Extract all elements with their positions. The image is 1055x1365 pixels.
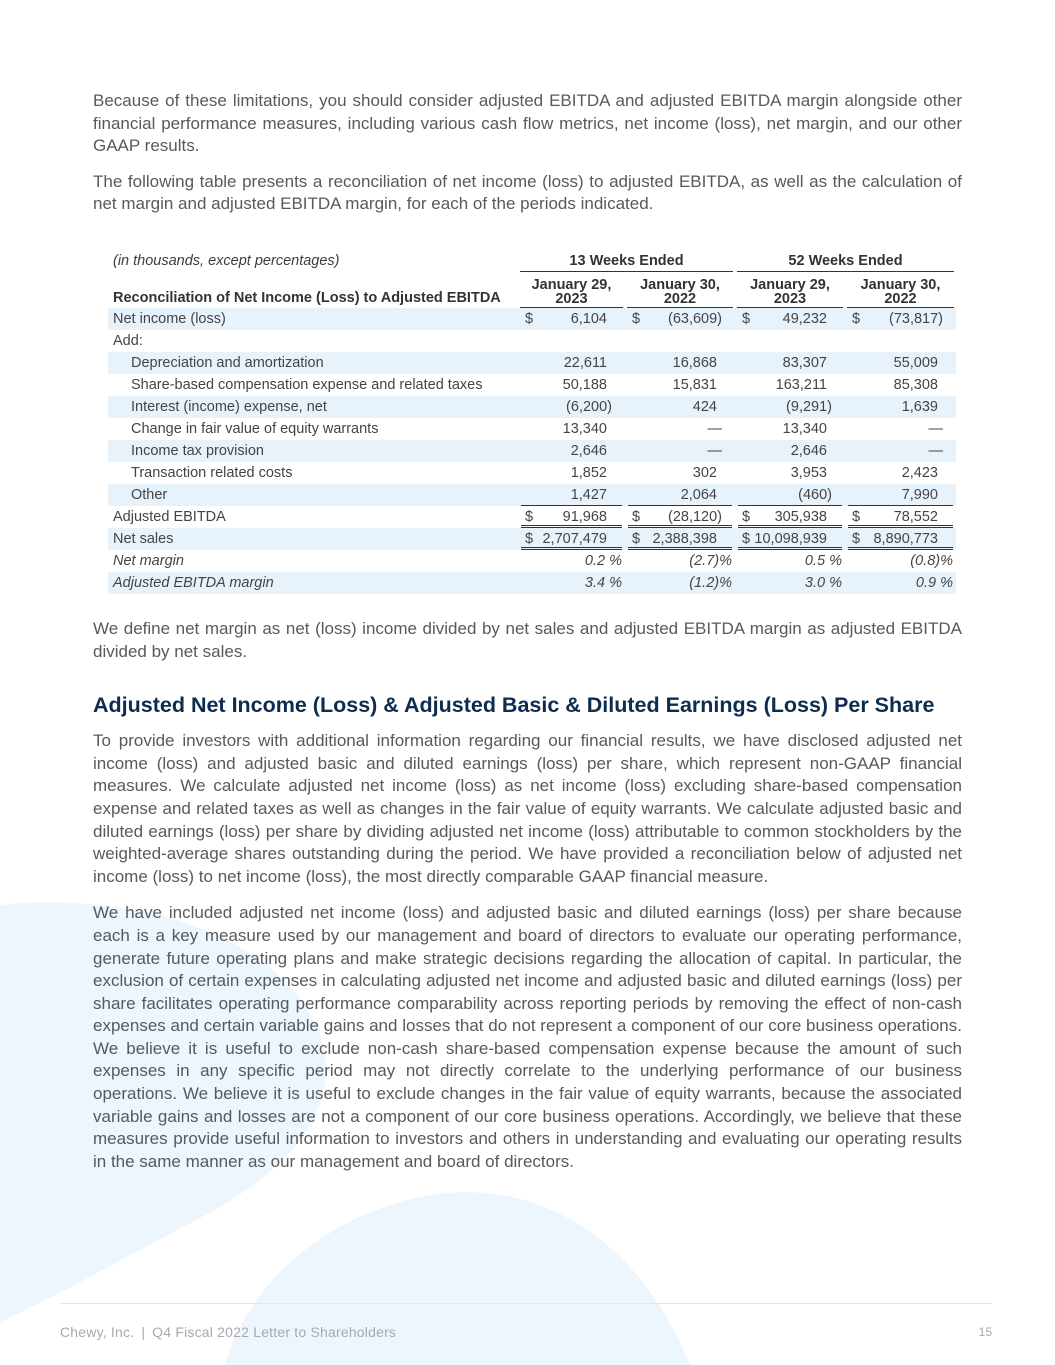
value-cell <box>518 418 625 440</box>
cell-value: 49,232 <box>782 310 827 327</box>
value-cell <box>735 352 845 374</box>
cell-value: 0.9 % <box>915 574 953 591</box>
value-cell <box>518 528 625 550</box>
value-cell <box>735 330 845 352</box>
cell-value: (6,200) <box>566 398 612 415</box>
cell-value: 3.4 % <box>584 574 622 591</box>
cell-value: — <box>707 442 722 459</box>
value-cell <box>625 484 735 506</box>
value-cell <box>735 462 845 484</box>
table-row <box>108 462 956 484</box>
value-cell <box>518 440 625 462</box>
cell-value: 2,064 <box>680 486 717 503</box>
column-header <box>627 278 733 308</box>
value-cell <box>518 506 625 528</box>
value-cell <box>518 308 625 330</box>
group-header-13-weeks: 13 Weeks Ended <box>520 252 733 272</box>
footer-company: Chewy, Inc. <box>60 1324 135 1340</box>
cell-value: 16,868 <box>672 354 717 371</box>
column-header-date: January 30, <box>860 276 941 293</box>
table-group-header-row <box>108 252 956 272</box>
cell-value: 22,611 <box>563 354 607 371</box>
footer-separator: | <box>141 1324 146 1340</box>
content-column <box>93 90 962 1173</box>
currency-symbol: $ <box>525 310 534 327</box>
value-cell <box>625 330 735 352</box>
row-label: Adjusted EBITDA <box>113 508 226 525</box>
cell-value: 0.2 % <box>584 552 622 569</box>
table-row <box>108 440 956 462</box>
cell-value: 13,340 <box>782 420 827 437</box>
value-cell <box>735 484 845 506</box>
cell-value: (9,291) <box>786 398 832 415</box>
page-number: 15 <box>978 1325 992 1339</box>
table-row <box>108 374 956 396</box>
cell-value: 2,707,479 <box>542 530 607 547</box>
value-cell <box>625 506 735 528</box>
currency-symbol: $ <box>852 310 861 327</box>
paragraph-table-intro: The following table presents a reconciliation of net income (loss) to adjusted EBITDA, as well as the calculation of net margin and adjusted EBITDA margin, for each of the periods indicated. <box>93 171 962 214</box>
table-row <box>108 352 956 374</box>
column-header-date: January 29, <box>531 276 612 293</box>
value-cell <box>845 506 956 528</box>
value-cell <box>845 572 956 594</box>
paragraph-rationale: We have included adjusted net income (loss) and adjusted basic and diluted earnings (loss) per share because each is a key measure used by our management and board of directors to evaluate our operating performance, generate future operating plans and make strategic decisions regarding the allocation of capital. In particular, the exclusion of certain expenses in calculating adjusted net income and adjusted basic and diluted earnings (loss) per share facilitates operating performance comparability across reporting periods by removing the effect of non-cash expenses and certain variable gains and losses that do not represent a component of our core business operations. We believe it is useful to exclude non-cash share-based compensation expense because the amount of such expenses in any specific period may not directly correlate to the underlying performance of our business operations. We believe it is useful to exclude changes in the fair value of equity warrants, because the associated variable gains and losses are not a component of our core business operations. Accordingly, we believe that these measures provide useful information to investors and others in understanding and evaluating our operating results in the same manner as our management and board of directors. <box>93 903 962 1171</box>
value-cell <box>735 506 845 528</box>
reconciliation-table <box>108 252 956 594</box>
cell-value: 302 <box>692 464 717 481</box>
value-cell <box>735 550 845 572</box>
cell-value: (73,817) <box>888 310 943 327</box>
value-cell <box>518 374 625 396</box>
value-cell <box>735 418 845 440</box>
table-row <box>108 484 956 506</box>
cell-value: (460) <box>798 486 832 503</box>
cell-value: 2,423 <box>901 464 938 481</box>
currency-symbol: $ <box>632 530 641 547</box>
row-label: Add: <box>113 332 143 349</box>
cell-value: 0.5 % <box>804 552 842 569</box>
cell-value: 6,104 <box>570 310 607 327</box>
column-header-year: 2022 <box>884 290 917 307</box>
cell-value: 78,552 <box>893 508 938 525</box>
table-row <box>108 418 956 440</box>
value-cell <box>625 550 735 572</box>
cell-value: — <box>928 442 943 459</box>
cell-value: 1,852 <box>570 464 607 481</box>
cell-value: 1,427 <box>570 486 607 503</box>
units-note: (in thousands, except percentages) <box>113 252 340 269</box>
value-cell <box>735 308 845 330</box>
value-cell <box>845 396 956 418</box>
row-label: Depreciation and amortization <box>131 354 324 371</box>
table-row <box>108 550 956 572</box>
cell-value: 2,646 <box>570 442 607 459</box>
cell-value: 85,308 <box>893 376 938 393</box>
cell-value: (0.8)% <box>910 552 953 569</box>
cell-value: 3.0 % <box>804 574 842 591</box>
value-cell <box>625 440 735 462</box>
value-cell <box>625 308 735 330</box>
row-label: Net sales <box>113 530 174 547</box>
column-header <box>520 278 623 308</box>
cell-value: 91,968 <box>562 508 607 525</box>
currency-symbol: $ <box>852 508 861 525</box>
value-cell <box>845 308 956 330</box>
value-cell <box>845 330 956 352</box>
row-label: Net income (loss) <box>113 310 226 327</box>
table-row <box>108 528 956 550</box>
cell-value: 305,938 <box>774 508 827 525</box>
value-cell <box>518 550 625 572</box>
currency-symbol: $ <box>742 508 751 525</box>
row-label: Interest (income) expense, net <box>131 398 327 415</box>
column-header-year: 2023 <box>555 290 588 307</box>
value-cell <box>845 374 956 396</box>
currency-symbol: $ <box>525 508 534 525</box>
value-cell <box>735 572 845 594</box>
cell-value: (63,609) <box>667 310 722 327</box>
row-label: Change in fair value of equity warrants <box>131 420 379 437</box>
footer <box>60 1323 396 1341</box>
value-cell <box>518 484 625 506</box>
paragraph-adjusted-net-income: To provide investors with additional information regarding our financial results, we have disclosed adjusted net income (loss) and adjusted basic and diluted earnings (loss) per share, which represent non-GAAP financial measures. We calculate adjusted net income (loss) as net income (loss) excluding share-based compensation expense and related taxes as well as changes in the fair value of equity warrants. We calculate adjusted basic and diluted earnings (loss) per share by dividing adjusted net income (loss) attributable to common stockholders by the weighted-average shares outstanding during the period. We have provided a reconciliation below of adjusted net income (loss) to net income (loss), the most directly comparable GAAP financial measure. <box>93 731 962 886</box>
cell-value: 163,211 <box>775 376 827 393</box>
row-label: Net margin <box>113 552 184 569</box>
group-header-52-weeks: 52 Weeks Ended <box>737 252 954 272</box>
cell-value: (2.7)% <box>689 552 732 569</box>
column-header-year: 2022 <box>663 290 697 307</box>
currency-symbol: $ <box>632 310 641 327</box>
value-cell <box>735 440 845 462</box>
paragraph-limitations: Because of these limitations, you should consider adjusted EBITDA and adjusted EBITDA margin alongside other financial performance measures, including various cash flow metrics, net income (loss), net margin, and our other GAAP results. <box>93 91 962 156</box>
row-label: Share-based compensation expense and related taxes <box>131 376 483 393</box>
value-cell <box>625 374 735 396</box>
cell-value: — <box>928 420 943 437</box>
table-row <box>108 330 956 352</box>
value-cell <box>518 330 625 352</box>
currency-symbol: $ <box>632 508 641 525</box>
cell-value: 10,098,939 <box>754 530 827 547</box>
table-row <box>108 506 956 528</box>
value-cell <box>625 396 735 418</box>
cell-value: 15,831 <box>672 376 717 393</box>
column-header-date: January 30, <box>640 276 720 293</box>
value-cell <box>845 418 956 440</box>
cell-value: 2,646 <box>790 442 827 459</box>
value-cell <box>845 440 956 462</box>
value-cell <box>735 528 845 550</box>
value-cell <box>625 352 735 374</box>
table-title: Reconciliation of Net Income (Loss) to Adjusted EBITDA <box>113 289 501 306</box>
value-cell <box>518 462 625 484</box>
row-label: Other <box>131 486 168 503</box>
cell-value: 3,953 <box>790 464 827 481</box>
value-cell <box>845 484 956 506</box>
value-cell <box>845 528 956 550</box>
table-row <box>108 572 956 594</box>
value-cell <box>625 572 735 594</box>
cell-value: (1.2)% <box>689 574 732 591</box>
value-cell <box>735 396 845 418</box>
table-column-header-row <box>108 272 956 308</box>
footer-title: Q4 Fiscal 2022 Letter to Shareholders <box>152 1324 397 1340</box>
column-header <box>847 278 954 308</box>
cell-value: 55,009 <box>893 354 938 371</box>
cell-value: 2,388,398 <box>652 530 717 547</box>
row-label: Adjusted EBITDA margin <box>113 574 274 591</box>
value-cell <box>845 352 956 374</box>
cell-value: 83,307 <box>782 354 827 371</box>
row-label: Income tax provision <box>131 442 264 459</box>
value-cell <box>518 572 625 594</box>
cell-value: (28,120) <box>667 508 722 525</box>
value-cell <box>845 550 956 572</box>
value-cell <box>625 418 735 440</box>
column-header-year: 2023 <box>773 290 807 307</box>
paragraph-margin-definition: We define net margin as net (loss) income divided by net sales and adjusted EBITDA margin as adjusted EBITDA divided by net sales. <box>93 618 962 661</box>
column-header-date: January 29, <box>750 276 830 293</box>
value-cell <box>625 462 735 484</box>
cell-value: 7,990 <box>901 486 938 503</box>
currency-symbol: $ <box>742 530 751 547</box>
value-cell <box>625 528 735 550</box>
cell-value: 1,639 <box>901 398 938 415</box>
cell-value: 424 <box>692 398 717 415</box>
row-label: Transaction related costs <box>131 464 293 481</box>
table-row <box>108 308 956 330</box>
value-cell <box>518 396 625 418</box>
value-cell <box>845 462 956 484</box>
value-cell <box>518 352 625 374</box>
currency-symbol: $ <box>525 530 534 547</box>
section-heading: Adjusted Net Income (Loss) & Adjusted Basic & Diluted Earnings (Loss) Per Share <box>93 693 935 718</box>
column-header <box>737 278 843 308</box>
cell-value: — <box>707 420 722 437</box>
currency-symbol: $ <box>742 310 751 327</box>
cell-value: 50,188 <box>562 376 607 393</box>
value-cell <box>735 374 845 396</box>
table-row <box>108 396 956 418</box>
footer-divider <box>60 1303 992 1304</box>
cell-value: 8,890,773 <box>873 530 938 547</box>
cell-value: 13,340 <box>562 420 607 437</box>
currency-symbol: $ <box>852 530 861 547</box>
